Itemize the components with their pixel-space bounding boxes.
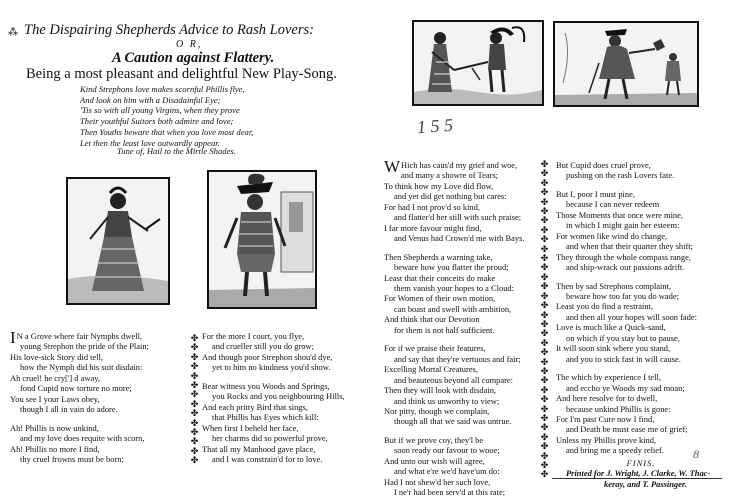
stanza-line: Those Moments that once were mine, (556, 209, 683, 220)
stanza-line: pushing on the rash Lovers fate. (566, 170, 675, 181)
stanza-line: thy cruel frowns must be born; (20, 453, 124, 464)
couple-illustration (414, 22, 542, 104)
stanza-line: and I was constrain'd for to love. (212, 453, 323, 464)
woodcut-gentleman (553, 21, 699, 107)
bottom-rule (552, 478, 722, 479)
verse-line: Then Youths beware that when you love most dear, (80, 126, 254, 137)
title-or: O R, (176, 39, 203, 50)
stanza-line: because I can never redeem (566, 199, 660, 210)
stanza-line: Had I not shew'd her such love, (384, 476, 491, 487)
stanza-line: For the more I court, you flye, (202, 331, 305, 341)
stanza-line: Ah! Phillis is now unkind, (10, 422, 99, 433)
stanza-line: You see I your Laws obey, (10, 393, 100, 404)
stanza-line: Ah! Phillis no more I find, (10, 443, 100, 454)
stanza-line: And each pritty Bird that sings, (202, 401, 308, 412)
stanza-gap (556, 364, 726, 372)
stanza-line: in which I might gain her esteem: (566, 220, 680, 231)
stanza-line: I ne'r had been serv'd at this rate; (394, 487, 506, 498)
stanza-line: For I'm past Cure now I find, (556, 413, 655, 424)
stanza-line: Least that their conceits do make (384, 272, 496, 283)
woodcut-man (207, 170, 317, 309)
stanza-gap (10, 415, 198, 423)
stanza-line: and many a showre of Tears; (401, 170, 499, 181)
stanza-line: When first I beheld her face, (202, 422, 299, 433)
stanza-line: yet to him no kindness you'd show. (212, 362, 331, 373)
description-line: Being a most pleasant and delightful New Play-Song. (26, 66, 337, 82)
stanza-line: though all that we said was untrue. (394, 416, 512, 427)
stanza-line: and you to stick fast in will cause. (566, 353, 681, 364)
stanza-line: and Venus had Crown'd me with Bays. (394, 233, 525, 244)
stanza-line: But Cupid does cruel prove, (556, 160, 651, 170)
stanza-line: and eccho ye Woods my sad moan; (566, 382, 685, 393)
stanza-line: For if we praise their features, (384, 343, 486, 354)
stanza-line: Ah cruel! he cry['] d away, (10, 372, 100, 383)
verse-line: 'Tis so with all young Virgins, when they prove (80, 105, 240, 116)
verse-line: And look on him with a Disadainful Eye; (80, 94, 221, 105)
stanza-line: them vanish your hopes to a Cloud: (394, 282, 514, 293)
verse-line: Kind Strephons love makes scornful Phillis flye, (80, 84, 245, 94)
corner-mark: 8 (693, 447, 699, 461)
stanza-line: But if we prove coy, they'l be (384, 434, 484, 445)
woodcut-woman (66, 177, 170, 305)
stanza-line: Then Shepherds a warning take, (384, 251, 493, 262)
tune-line: Tune of, Hail to the Mirtle Shades. (117, 146, 236, 156)
stanza-line: young Strephon the pride of the Plain; (20, 341, 149, 352)
column-1 (10, 328, 198, 464)
summary-verse (80, 84, 380, 148)
verse-line: Let then the least love outwardly appear. (80, 137, 220, 148)
stanza-line: on which if you stay but to pause, (566, 332, 680, 343)
stanza-line: Excelling Mortal Creatures, (384, 364, 478, 375)
stanza-line: And here resolve for to dwell, (556, 393, 658, 404)
stanza-gap (384, 427, 544, 435)
stanza-line: beware how too far you do wade; (566, 290, 679, 301)
stanza-line: and beauteous beyond all compare: (394, 374, 514, 385)
ornament-divider: ✤ ✤ ✤ ✤ ✤ ✤ ✤ ✤ ✤ ✤ ✤ ✤ ✤ ✤ (190, 333, 199, 466)
stanza-line: I N a Grove where fair Nymphs dwell, (10, 328, 143, 347)
stanza-line: That all my Manhood gave place, (202, 443, 316, 454)
stanza-line: But I, poor I must pine, (556, 188, 635, 199)
stanza-line: The which by experience I tell, (556, 372, 661, 383)
stanza-line: you Rocks and you neighbouring Hills, (212, 391, 345, 402)
column-3 (384, 157, 544, 498)
stanza-line: And though poor Strephon shou'd dye, (202, 351, 333, 362)
stanza-line: Then by sad Strephons complaint, (556, 280, 672, 291)
stanza-line: beware how you flatter the proud; (394, 262, 509, 273)
stanza-line: and bring me a speedy relief. (566, 445, 664, 456)
finis: FINIS. (626, 457, 656, 468)
stanza-line: Bear witness you Woods and Springs, (202, 380, 330, 391)
stanza-line: For had I not prov'd so kind, (384, 201, 480, 212)
woodcut-couple (412, 20, 544, 106)
stanza-line: And unto our wish will agree, (384, 455, 485, 466)
stanza-line: Then they will look with disdain, (384, 385, 497, 396)
stanza-line: though I all in vain do adore. (20, 404, 118, 415)
stanza-line: Love is much like a Quick-sand, (556, 322, 666, 333)
stanza-line: Unless my Phillis prove kind, (556, 434, 657, 445)
woman-illustration (68, 179, 168, 303)
column-2 (202, 331, 370, 464)
stanza-line: Least you do find a restraint, (556, 301, 654, 312)
stanza-line: and flatter'd her still with such praise; (394, 212, 522, 223)
stanza-line: They through the whole compass range, (556, 251, 691, 262)
stanza-line: Nor pitty, though we complain, (384, 405, 490, 416)
drop-cap: W (384, 157, 401, 176)
handwritten-number: 1 5 5 (416, 114, 454, 138)
stanza-line: To think how my Love did flow, (384, 180, 494, 191)
page-subtitle: A Caution against Flattery. (112, 50, 275, 66)
stanza-gap (384, 335, 544, 343)
stanza-line: For Women of their own motion, (384, 293, 496, 304)
page-title: The Dispairing Shepherds Advice to Rash Lovers: (24, 22, 314, 38)
stanza-line: that Phillis has Eyes which kill: (212, 412, 319, 423)
stanza-line: soon ready our favour to wooe; (394, 445, 500, 456)
stanza-line: and ship-wrack our passions adrift. (566, 262, 685, 273)
stanza-line: and yet did get nothing but cares: (394, 191, 507, 202)
stanza-line: her charms did so powerful prove, (212, 433, 328, 444)
stanza-line: and my love does requite with scorn, (20, 433, 145, 444)
stanza-line: It will soon sink where you stand, (556, 343, 671, 354)
stanza-gap (556, 181, 726, 189)
stanza-line: and think us unworthy to view; (394, 395, 500, 406)
stanza-line: I far more favour might find, (384, 222, 482, 233)
stanza-line: For women like wind do change, (556, 230, 668, 241)
stanza-line: W Hich has caus'd my grief and woe, (384, 157, 518, 176)
stanza-line: And think that our Devotion (384, 314, 480, 325)
stanza-line: and say that they're vertuous and fair; (394, 353, 521, 364)
drop-cap: I (10, 328, 16, 347)
margin-mark: ⁂ (8, 27, 18, 38)
gentleman-illustration (555, 23, 697, 105)
verse-line: Their youthful Suitors both admire and love; (80, 116, 234, 127)
stanza-line: how the Nymph did his suit disdain: (20, 362, 143, 373)
imprint-line: keray, and T. Passinger. (604, 478, 687, 489)
stanza-line: and Death be must ease me of grief; (566, 424, 688, 435)
stanza-line: fond Cupid now torture no more; (20, 383, 132, 394)
stanza-line: and what e're we'd have'um do: (394, 466, 500, 477)
stanza-line: His love-sick Story did tell, (10, 351, 104, 362)
stanza-gap (384, 244, 544, 252)
stanza-gap (202, 373, 370, 381)
ornament-divider: ✤ ✤ ✤ ✤ ✤ ✤ ✤ ✤ ✤ ✤ ✤ ✤ ✤ ✤ ✤ ✤ ✤ ✤ ✤ ✤ ✤ ✤ ✤ ✤ ✤ ✤ ✤ ✤ ✤ ✤ ✤ ✤ ✤ ✤ (540, 159, 549, 480)
imprint-line: Printed for J. Wright, J. Clarke, W. Thac- (566, 468, 711, 479)
stanza-line: and then all your hopes will soon fade: (566, 311, 697, 322)
man-illustration (209, 172, 315, 307)
stanza-line: because unkind Phillis is gone: (566, 403, 671, 414)
stanza-line: can boast and swell with ambition, (394, 303, 512, 314)
stanza-line: and when that their quarter they shift; (566, 241, 693, 252)
stanza-gap (556, 273, 726, 281)
stanza-line: and crueller still you do grow; (212, 341, 314, 352)
column-4 (556, 160, 726, 489)
stanza-line: for them is not half sufficient. (394, 324, 495, 335)
